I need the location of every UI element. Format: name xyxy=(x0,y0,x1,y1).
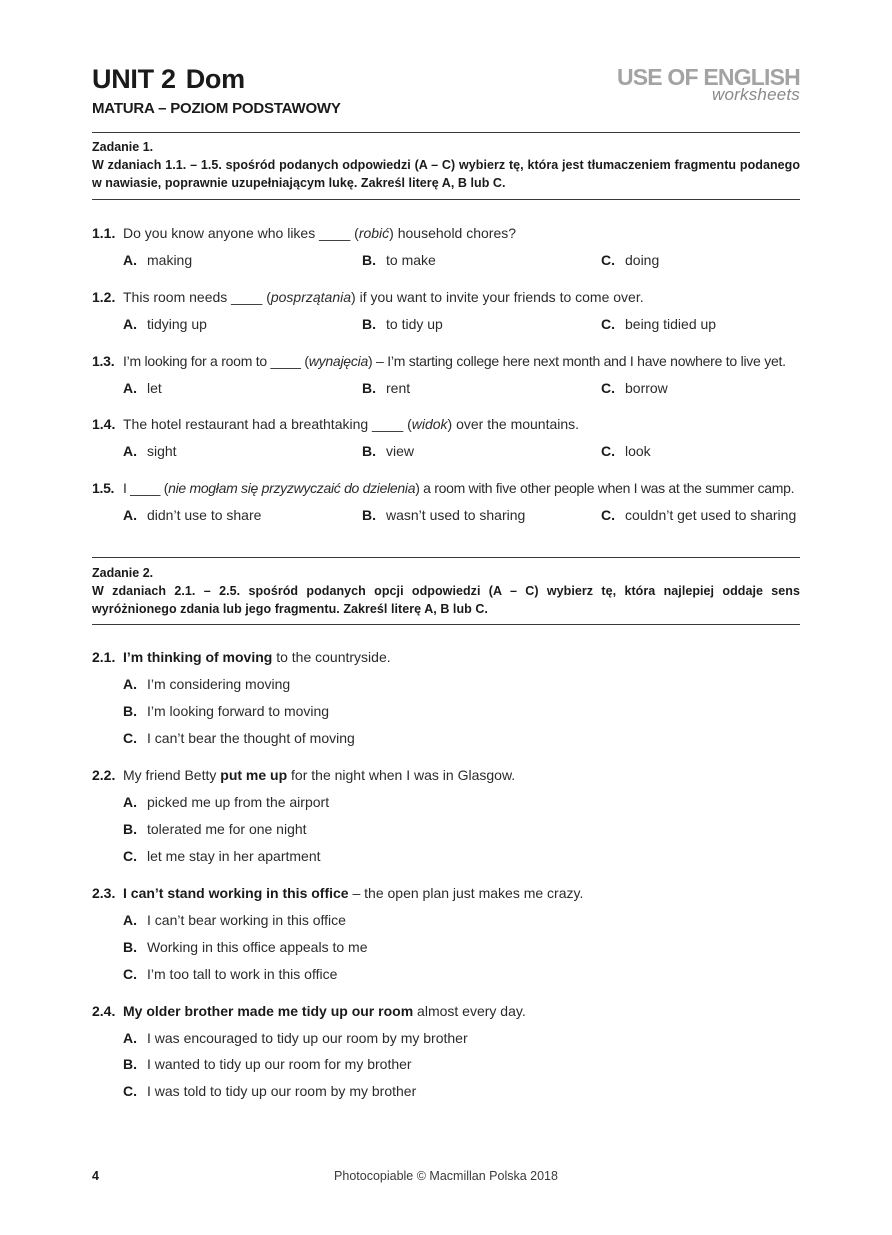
task2-header xyxy=(92,564,800,618)
divider xyxy=(92,557,800,558)
options-1-4 xyxy=(123,441,800,461)
polish-hint: widok xyxy=(411,416,448,432)
option-b[interactable]: B. I’m looking forward to moving xyxy=(123,703,330,719)
question-text: My older brother made me tidy up our room almost every day. xyxy=(123,1003,526,1019)
option-c[interactable]: C. borrow xyxy=(601,380,668,396)
question-number: 1.5. xyxy=(92,480,115,496)
question-1-2 xyxy=(92,287,800,307)
brand-logo xyxy=(617,66,800,102)
divider xyxy=(92,132,800,133)
option-b[interactable]: B. wasn’t used to sharing xyxy=(362,507,526,523)
option-b[interactable]: B. Working in this office appeals to me xyxy=(123,939,368,955)
option-c[interactable]: C. let me stay in her apartment xyxy=(123,848,321,864)
divider xyxy=(92,199,800,200)
question-1-3 xyxy=(92,351,800,371)
page-footer xyxy=(92,1167,800,1185)
options-1-3 xyxy=(123,378,800,398)
option-a[interactable]: A. I’m considering moving xyxy=(123,676,291,692)
worksheet-page xyxy=(92,0,800,1235)
polish-hint: wynajęcia xyxy=(308,353,368,369)
brand-logo-top: USE OF ENGLISH xyxy=(616,64,800,90)
question-1-5 xyxy=(92,478,800,498)
unit-title xyxy=(92,64,245,95)
option-b[interactable]: B. to tidy up xyxy=(362,316,443,332)
polish-hint: posprzątania xyxy=(270,289,352,305)
unit-label: UNIT 2 xyxy=(92,64,176,94)
option-b[interactable]: B. I wanted to tidy up our room for my brother xyxy=(123,1056,412,1072)
question-text: I ____ (nie mogłam się przyzwyczaić do dzielenia) a room with five other people when I was at the summer camp. xyxy=(123,480,795,496)
polish-hint: nie mogłam się przyzwyczaić do dzielenia xyxy=(168,480,416,496)
question-number: 2.2. xyxy=(92,767,116,783)
task2-instruction: W zdaniach 2.1. – 2.5. spośród podanych opcji odpowiedzi (A – C) wybierz tę, która najlepiej oddaje sens wyróżnionego zdania lub jego fragmentu. Zakreśl literę A, B lub C. xyxy=(92,584,800,616)
task1-header xyxy=(92,138,800,192)
highlighted-phrase: My older brother made me tidy up our room xyxy=(123,1003,414,1019)
question-2-2 xyxy=(92,765,800,785)
option-a[interactable]: A. didn’t use to share xyxy=(123,507,262,523)
option-c[interactable]: C. I’m too tall to work in this office xyxy=(123,966,338,982)
page-header xyxy=(92,62,800,122)
question-text: I’m looking for a room to ____ (wynajęcia) – I’m starting college here next month and I have nowhere to live yet. xyxy=(123,353,786,369)
option-c[interactable]: C. I can’t bear the thought of moving xyxy=(123,730,355,746)
copyright-notice: Photocopiable © Macmillan Polska 2018 xyxy=(334,1169,558,1183)
option-b[interactable]: B. rent xyxy=(362,380,411,396)
option-c[interactable]: C. I was told to tidy up our room by my brother xyxy=(123,1083,417,1099)
highlighted-phrase: I’m thinking of moving xyxy=(123,649,273,665)
unit-name: Dom xyxy=(185,64,245,94)
options-1-2 xyxy=(123,314,800,334)
polish-hint: robić xyxy=(358,225,390,241)
option-a[interactable]: A. let xyxy=(123,380,162,396)
question-2-1 xyxy=(92,647,800,667)
question-1-1 xyxy=(92,223,800,243)
option-a[interactable]: A. picked me up from the airport xyxy=(123,794,330,810)
option-b[interactable]: B. to make xyxy=(362,252,436,268)
brand-logo-bottom: worksheets xyxy=(712,85,800,104)
highlighted-phrase: put me up xyxy=(220,767,288,783)
question-number: 2.3. xyxy=(92,885,116,901)
task1-instruction: W zdaniach 1.1. – 1.5. spośród podanych odpowiedzi (A – C) wybierz tę, która jest tłumaczeniem fragmentu podanego w nawiasie, poprawnie uzupełniającym lukę. Zakreśl literę A, B lub C. xyxy=(92,158,800,190)
option-a[interactable]: A. tidying up xyxy=(123,316,207,332)
option-c[interactable]: C. being tidied up xyxy=(601,316,717,332)
question-number: 2.4. xyxy=(92,1003,116,1019)
page-subtitle: MATURA – POZIOM PODSTAWOWY xyxy=(92,100,341,117)
question-text: My friend Betty put me up for the night when I was in Glasgow. xyxy=(123,767,516,783)
question-2-4 xyxy=(92,1001,800,1021)
question-text: I’m thinking of moving to the countryside. xyxy=(123,649,391,665)
question-text: This room needs ____ (posprzątania) if you want to invite your friends to come over. xyxy=(123,289,644,305)
task1-title: Zadanie 1. xyxy=(92,140,154,154)
options-1-5 xyxy=(123,505,800,525)
page-number: 4 xyxy=(92,1169,99,1183)
question-number: 1.3. xyxy=(92,353,115,369)
question-2-3 xyxy=(92,883,800,903)
option-a[interactable]: A. sight xyxy=(123,443,177,459)
question-text: I can’t stand working in this office – the open plan just makes me crazy. xyxy=(123,885,584,901)
question-number: 1.4. xyxy=(92,416,116,432)
highlighted-phrase: I can’t stand working in this office xyxy=(123,885,349,901)
question-1-4 xyxy=(92,414,800,434)
question-text: Do you know anyone who likes ____ (robić) household chores? xyxy=(123,225,517,241)
option-b[interactable]: B. tolerated me for one night xyxy=(123,821,307,837)
option-c[interactable]: C. look xyxy=(601,443,651,459)
question-number: 1.2. xyxy=(92,289,116,305)
divider xyxy=(92,624,800,625)
options-1-1 xyxy=(123,250,800,270)
task2-title: Zadanie 2. xyxy=(92,566,154,580)
option-c[interactable]: C. couldn’t get used to sharing xyxy=(601,507,797,523)
option-a[interactable]: A. I can’t bear working in this office xyxy=(123,912,346,928)
option-a[interactable]: A. making xyxy=(123,252,193,268)
question-number: 2.1. xyxy=(92,649,116,665)
option-c[interactable]: C. doing xyxy=(601,252,660,268)
option-a[interactable]: A. I was encouraged to tidy up our room by my brother xyxy=(123,1030,468,1046)
question-number: 1.1. xyxy=(92,225,116,241)
question-text: The hotel restaurant had a breathtaking ____ (widok) over the mountains. xyxy=(123,416,580,432)
option-b[interactable]: B. view xyxy=(362,443,415,459)
